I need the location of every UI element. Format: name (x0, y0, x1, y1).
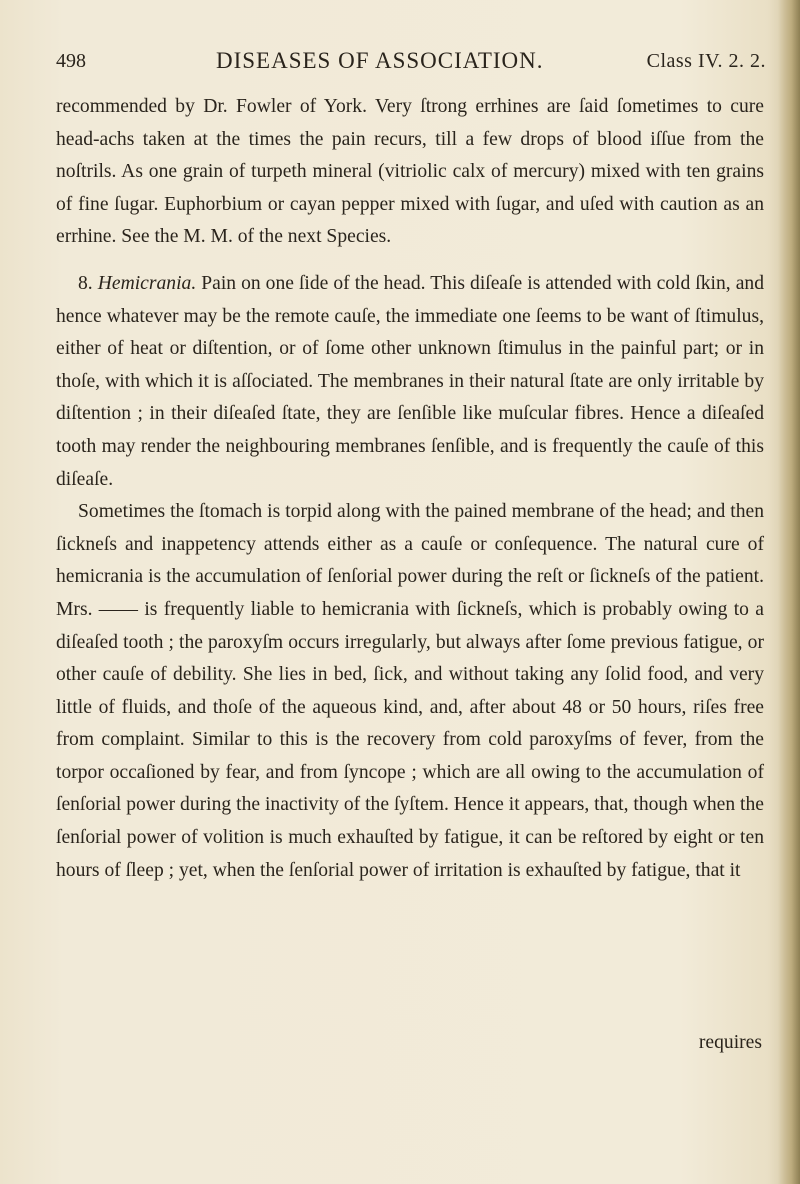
paragraph-continuation: recommended by Dr. Fowler of York. Very ſtrong errhines are ſaid ſometimes to cure head-achs taken at the times the pain recurs, till a few drops of blood iſſue from the noſtrils. As one grain of turpeth mineral (vitriolic calx of mercury) mixed with ten grains of fine ſugar. Euphorbium or cayan pepper mixed with ſugar, and uſed with caution as an errhine. See the M. M. of the next Species. (56, 96, 764, 248)
page-number: 498 (56, 50, 86, 72)
running-header (56, 46, 766, 78)
class-mark: Class IV. 2. 2. (646, 50, 766, 72)
catchword: requires (698, 1032, 762, 1053)
section-number: 8. (78, 272, 93, 294)
paragraph-stomach: Sometimes the ſtomach is torpid along with the pained membrane of the head; and then ſickneſs and inappetency attends either as a cauſe or conſequence. The natural cure of hemicrania is the accumulation of ſenſorial power during the reſt or ſickneſs of the patient. Mrs. —— is frequently liable to hemicrania with ſickneſs, which is probably owing to a diſeaſed tooth ; the paroxyſm occurs irregularly, but always after ſome previous fatigue, or other cauſe of debility. She lies in bed, ſick, and without taking any ſolid food, and very little of fluids, and thoſe of the aqueous kind, and, after about 48 or 50 hours, riſes free from complaint. Similar to this is the recovery from cold paroxyſms of fever, from the torpor occaſioned by fear, and from ſyncope ; which are all owing to the accumulation of ſenſorial power during the inactivity of the ſyſtem. Hence it appears, that, though when the ſenſorial power of volition is much exhauſted by fatigue, it can be reſtored by eight or ten hours of ſleep ; yet, when the ſenſorial power of irritation is exhauſted by fatigue, that it (56, 501, 764, 881)
page-body (56, 91, 764, 887)
section-heading: Hemicrania. (97, 272, 197, 294)
running-title: DISEASES OF ASSOCIATION. (216, 48, 544, 73)
page-edge-shadow (778, 0, 800, 1184)
section-text: Pain on one ſide of the head. This diſeaſe is attended with cold ſkin, and hence whatever may be the remote cauſe, the immediate one ſeems to be want of ſtimulus, either of heat or diſtention, or of ſome other unknown ſtimulus in the painful part; or in thoſe, with which it is aſſociated. The membranes in their natural ſtate are only irritable by diſtention ; in their diſeaſed ſtate, they are ſenſible like muſcular fibres. Hence a diſeaſed tooth may render the neighbouring membranes ſenſible, and is frequently the cauſe of this diſeaſe. (56, 272, 764, 490)
paragraph-hemicrania (56, 268, 764, 496)
